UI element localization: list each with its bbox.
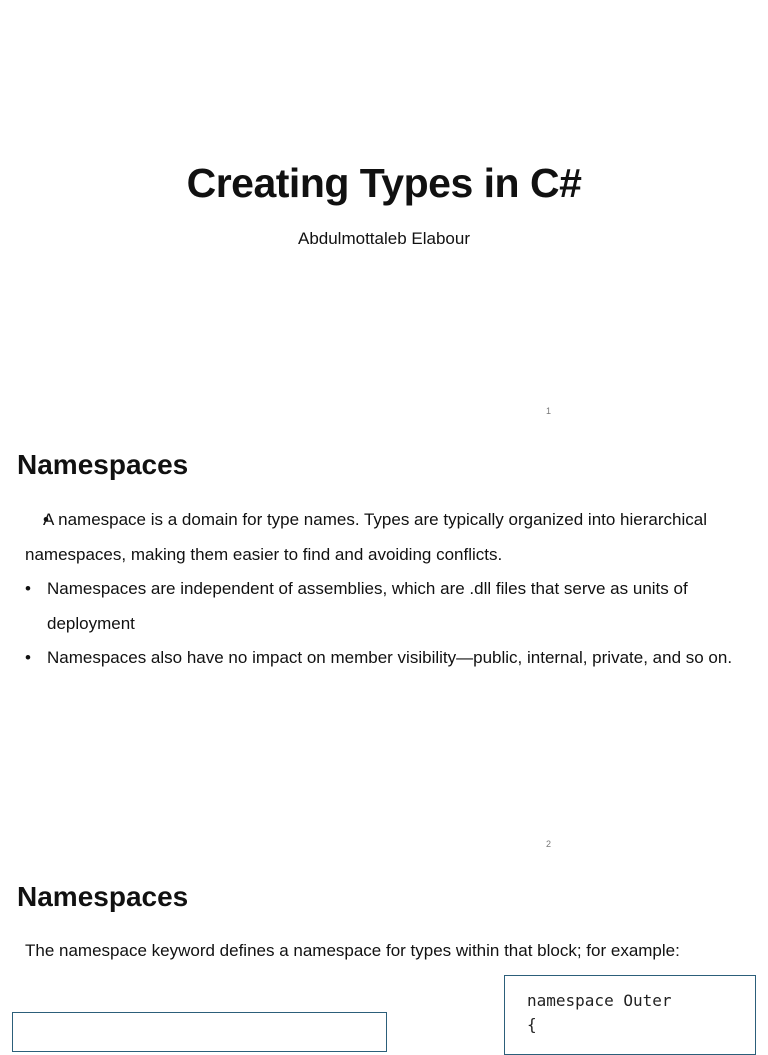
bullet-list — [25, 503, 760, 676]
slide-1 — [0, 0, 768, 432]
code-block-secondary — [12, 1012, 387, 1052]
body-paragraph: The namespace keyword defines a namespace for types within that block; for example: — [25, 941, 680, 960]
slide-heading: Namespaces — [17, 449, 189, 480]
author-name: Abdulmottaleb Elabour — [297, 229, 470, 248]
code-line: { — [527, 1015, 537, 1034]
slide-2 — [0, 433, 768, 865]
bullet-item: • Namespaces are independent of assemblies, which are .dll files that serve as units of deployment — [25, 572, 760, 641]
code-line: namespace Outer — [527, 991, 672, 1010]
code-block — [504, 975, 756, 1055]
slide-heading: Namespaces — [17, 881, 189, 912]
slide-3 — [0, 866, 768, 1034]
bullet-item: • Namespaces also have no impact on member visibility—public, internal, private, and so on. — [25, 641, 760, 676]
bullet-item: • A namespace is a domain for type names. Types are typically organized into hierarchical namespaces, making them easier to find and avoiding conflicts. — [25, 503, 760, 572]
presentation-title: Creating Types in C# — [186, 160, 582, 206]
page-number: 1 — [546, 406, 552, 416]
page-number: 2 — [546, 839, 552, 849]
